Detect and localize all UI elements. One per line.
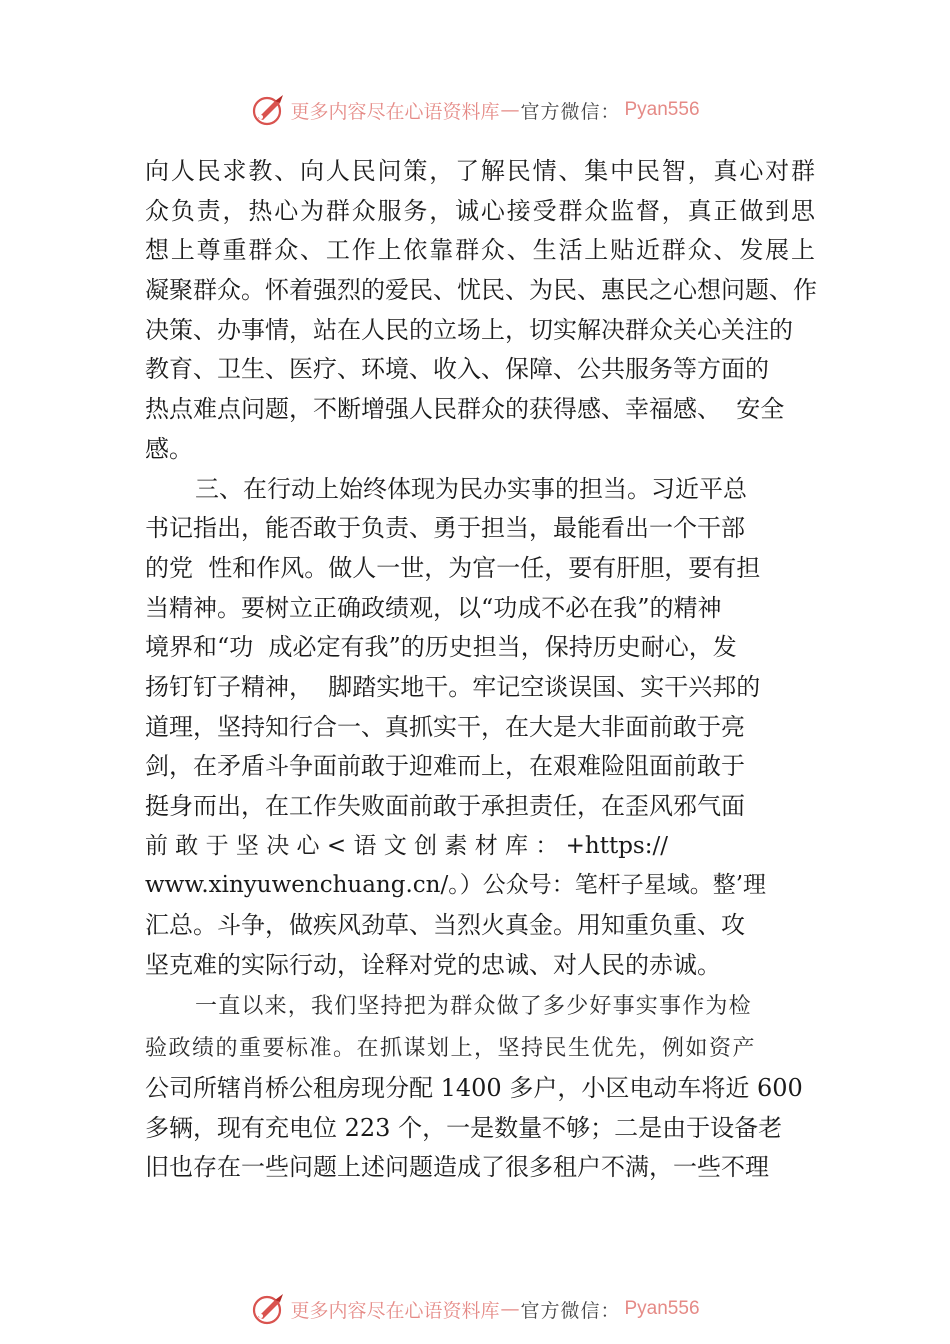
banner-site-name: 更多内容尽在心语资料库 (290, 1299, 500, 1322)
text-line: 汇总。斗争，做疾风劲草、当烈火真金。用知重负重、攻 (145, 911, 745, 940)
text-line: 教育、卫生、医疗、环境、收入、保障、公共服务等方面的 (145, 355, 769, 384)
text-line: 感。 (145, 434, 193, 463)
text-line: 前 敢 于 坚 决 心 < 语 文 创 素 材 库 ： +https:// (145, 832, 668, 859)
banner-wechat-label: 官方微信： (520, 1299, 621, 1322)
text-line: 旧也存在一些问题上述问题造成了很多租户不满，一些不理 (145, 1153, 769, 1182)
text-line: 当精神。要树立正确政绩观，以“功成不必在我”的精神 (145, 593, 722, 622)
text-line: 多辆，现有充电位 223 个，一是数量不够；二是由于设备老 (145, 1113, 783, 1142)
banner-dash: — (500, 1298, 520, 1320)
text-line: 凝聚群众。怀着强烈的爱民、忧民、为民、惠民之心想问题、作 (145, 276, 817, 305)
document-body (145, 152, 815, 1188)
text-line: www.xinyuwenchuang.cn/。）公众号：笔杆子星域。整’理 (145, 872, 767, 899)
text-line: 书记指出，能否敢于负责、勇于担当，最能看出一个干部 (145, 514, 745, 543)
text-line: 剑，在矛盾斗争面前敢于迎难而上，在艰难险阻面前敢于 (145, 752, 745, 781)
banner-wechat-id: Pyan556 (624, 99, 700, 120)
text-line: 决策、办事情，站在人民的立场上，切实解决群众关心关注的 (145, 315, 793, 344)
pen-logo-icon (250, 91, 288, 129)
footer-watermark-banner (0, 1287, 950, 1331)
text-line: 公司所辖肖桥公租房现分配 1400 多户，小区电动车将近 600 (145, 1073, 803, 1102)
banner-site-name: 更多内容尽在心语资料库 (290, 100, 500, 123)
text-line: 道理，坚持知行合一、真抓实干，在大是大非面前敢于亮 (145, 712, 745, 741)
text-line: 境界和“功 成必定有我”的历史担当，保持历史耐心，发 (145, 633, 737, 662)
text-line: 的党 性和作风。做人一世，为官一任，要有肝胆，要有担 (145, 553, 761, 582)
text-line: 三、在行动上始终体现为民办实事的担当。习近平总 (195, 474, 747, 503)
header-watermark-banner (0, 88, 950, 132)
banner-wechat-id: Pyan556 (624, 1298, 700, 1319)
text-line: 坚克难的实际行动，诠释对党的忠诚、对人民的赤诚。 (145, 950, 721, 979)
banner-dash: — (500, 99, 520, 121)
text-line: 热点难点问题，不断增强人民群众的获得感、幸福感、 安全 (145, 395, 785, 424)
text-line: 挺身而出，在工作失败面前敢于承担责任，在歪风邪气面 (145, 792, 745, 820)
text-line: 扬钉钉子精神， 脚踏实地干。牢记空谈误国、实干兴邦的 (145, 672, 761, 701)
text-line: 想上尊重群众、工作上依靠群众、生活上贴近群众、发展上 (145, 236, 815, 265)
text-line: 一直以来，我们坚持把为群众做了多少好事实事作为检 (195, 994, 752, 1020)
pen-logo-icon (250, 1290, 288, 1328)
banner-wechat-label: 官方微信： (520, 100, 621, 123)
text-line: 验政绩的重要标准。在抓谋划上，坚持民生优先，例如资产 (145, 1036, 757, 1062)
text-line: 向人民求教、向人民问策，了解民情、集中民智，真心对群 (145, 157, 815, 185)
text-line: 众负责，热心为群众服务，诚心接受群众监督，真正做到思 (145, 196, 815, 225)
